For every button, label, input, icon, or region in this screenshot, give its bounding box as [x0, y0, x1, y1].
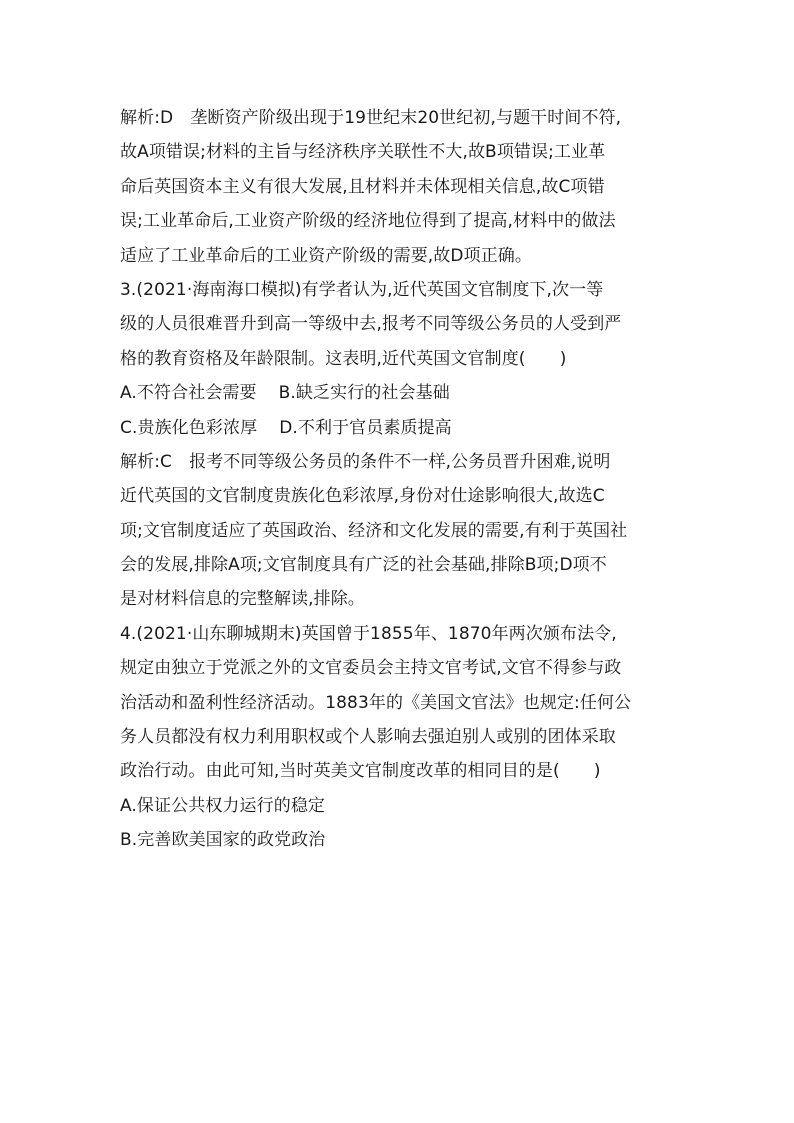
analysis-line: 适应了工业革命后的工业资产阶级的需要,故D项正确。 [120, 245, 532, 266]
question-stem-line: 政治行动。由此可知,当时英美文官制度改革的相同目的是( ) [120, 761, 601, 782]
option-d: D.不利于官员素质提高 [279, 417, 452, 438]
option-a: A.不符合社会需要 [120, 383, 257, 404]
analysis-line: 解析:D 垄断资产阶级出现于19世纪末20世纪初,与题干时间不符, [120, 108, 622, 128]
question-stem-line: 治活动和盈利性经济活动。1883年的《美国文官法》也规定:任何公 [120, 692, 632, 713]
option-a: A.保证公共权力运行的稳定 [120, 795, 326, 816]
question-4 [120, 617, 680, 858]
analysis-line: 故A项错误;材料的主旨与经济秩序关联性不大,故B项错误;工业革 [120, 142, 606, 163]
question-stem-line: 3.(2021·海南海口模拟)有学者认为,近代英国文官制度下,次一等 [120, 279, 604, 300]
analysis-line: 解析:C 报考不同等级公务员的条件不一样,公务员晋升困难,说明 [120, 451, 611, 472]
analysis-line: 命后英国资本主义有很大发展,且材料并未体现相关信息,故C项错 [120, 176, 605, 197]
analysis-line: 近代英国的文官制度贵族化色彩浓厚,身份对仕途影响很大,故选C [120, 486, 605, 507]
option-c: C.贵族化色彩浓厚 [120, 417, 258, 438]
analysis-line: 项;文官制度适应了英国政治、经济和文化发展的需要,有利于英国社 [120, 520, 628, 541]
option-b: B.缺乏实行的社会基础 [278, 383, 450, 404]
analysis-line: 误;工业革命后,工业资产阶级的经济地位得到了提高,材料中的做法 [120, 211, 616, 232]
question-3 [120, 273, 680, 617]
question-stem-line: 规定由独立于党派之外的文官委员会主持文官考试,文官不得参与政 [120, 658, 622, 679]
question-stem-line: 4.(2021·山东聊城期末)英国曾于1855年、1870年两次颁布法令, [120, 623, 617, 644]
analysis-line: 会的发展,排除A项;文官制度具有广泛的社会基础,排除B项;D项不 [120, 555, 607, 576]
question-stem-line: 级的人员很难晋升到高一等级中去,报考不同等级公务员的人受到严 [120, 314, 622, 335]
question-stem-line: 务人员都没有权力利用职权或个人影响去强迫别人或别的团体采取 [120, 727, 616, 748]
options-row [120, 376, 680, 410]
analysis-line: 是对材料信息的完整解读,排除。 [120, 589, 365, 610]
option-b: B.完善欧美国家的政党政治 [120, 830, 326, 851]
options-row [120, 411, 680, 445]
question-stem-line: 格的教育资格及年龄限制。这表明,近代英国文官制度( ) [120, 348, 567, 369]
document-body [120, 101, 680, 858]
analysis-question-2 [120, 101, 680, 273]
